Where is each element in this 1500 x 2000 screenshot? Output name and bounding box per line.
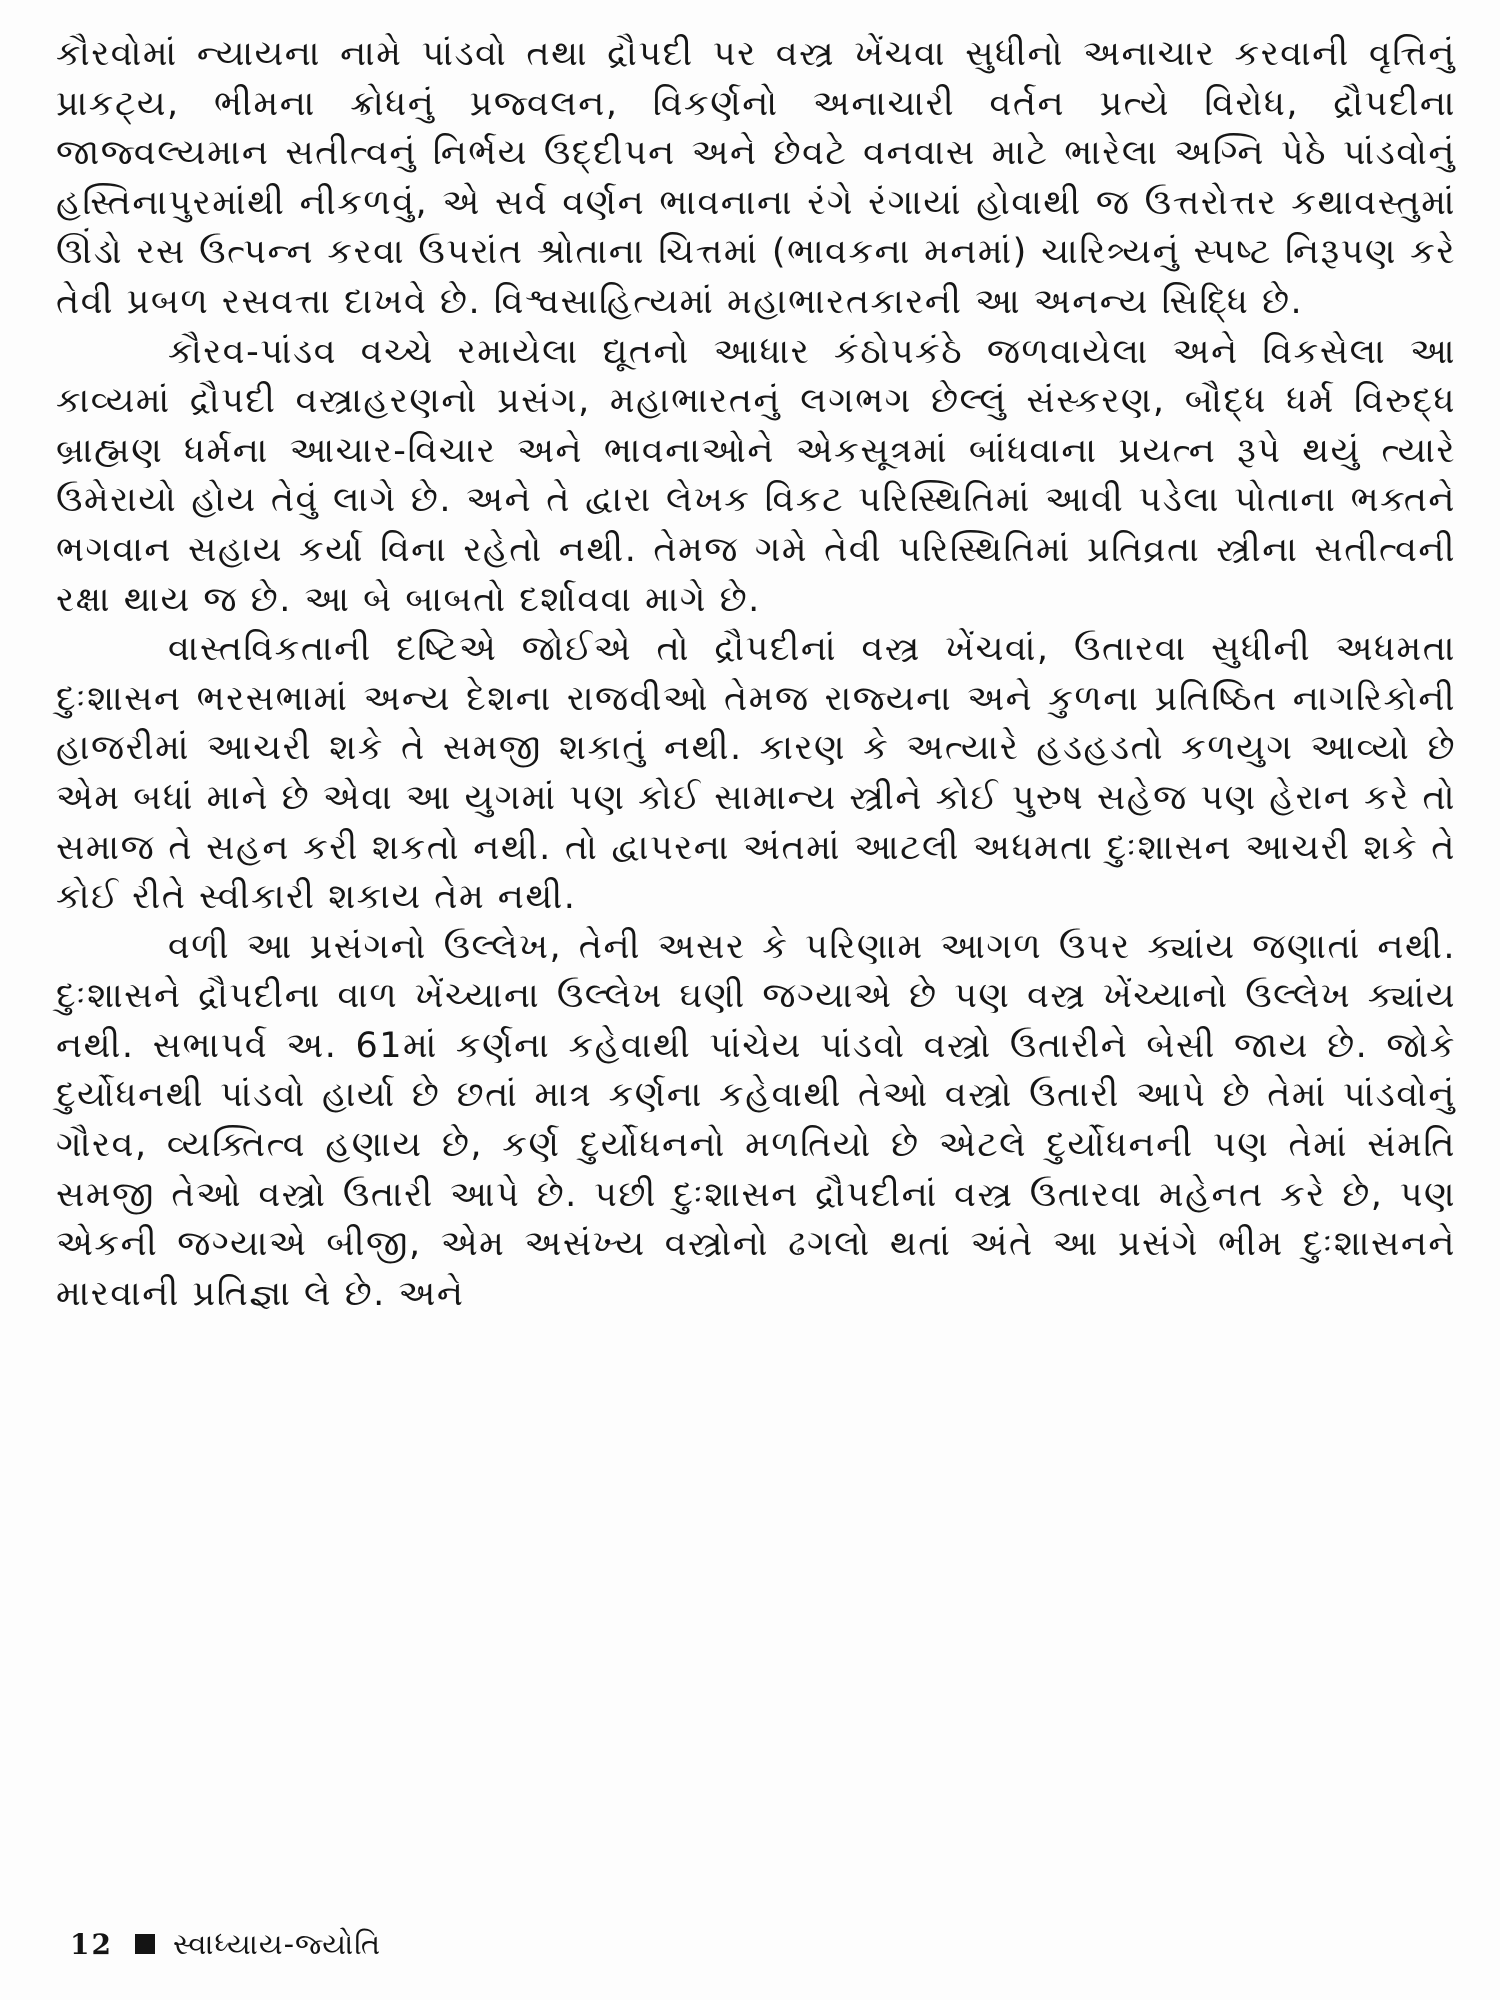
paragraph-4: વળી આ પ્રસંગનો ઉલ્લેખ, તેની અસર કે પરિણામ આગળ ઉપર ક્યાંય જણાતાં નથી. દુઃશાસને દ્રૌપદીના વાળ ખેંચ્યાના ઉલ્લેખ ઘણી જગ્યાએ છે પણ વસ્ત્ર ખેંચ્યાનો ઉલ્લેખ ક્યાંય નથી. સભાપર્વ અ. 61માં કર્ણના કહેવાથી પાંચેય પાંડવો વસ્ત્રો ઉતારીને બેસી જાય છે. જોકે દુર્યોધનથી પાંડવો હાર્યા છે છતાં માત્ર કર્ણના કહેવાથી તેઓ વસ્ત્રો ઉતારી આપે છે તેમાં પાંડવોનું ગૌરવ, વ્યક્તિત્વ હણાય છે, કર્ણ દુર્યોધનનો મળતિયો છે એટલે દુર્યોધનની પણ તેમાં સંમતિ સમજી તેઓ વસ્ત્રો ઉતારી આપે છે. પછી દુઃશાસન દ્રૌપદીનાં વસ્ત્ર ઉતારવા મહેનત કરે છે, પણ એકની જગ્યાએ બીજી, એમ અસંખ્ય વસ્ત્રોનો ઢગલો થતાં અંતે આ પ્રસંગે ભીમ દુઃશાસનને મારવાની પ્રતિજ્ઞા લે છે. અને	[56, 926, 1456, 1314]
page-footer	[70, 1924, 381, 1964]
paragraph-2: કૌરવ-પાંડવ વચ્ચે રમાયેલા દ્યૂતનો આધાર કંઠોપકંઠે જળવાયેલા અને વિકસેલા આ કાવ્યમાં દ્રૌપદી વસ્ત્રાહરણનો પ્રસંગ, મહાભારતનું લગભગ છેલ્લું સંસ્કરણ, બૌદ્ધ ધર્મ વિરુદ્ધ બ્રાહ્મણ ધર્મના આચાર-વિચાર અને ભાવનાઓને એકસૂત્રમાં બાંધવાના પ્રયત્ન રૂપે થયું ત્યારે ઉમેરાયો હોય તેવું લાગે છે. અને તે દ્વારા લેખક વિકટ પરિસ્થિતિમાં આવી પડેલા પોતાના ભક્તને ભગવાન સહાય કર્યા વિના રહેતો નથી. તેમજ ગમે તેવી પરિસ્થિતિમાં પ્રતિવ્રતા સ્ત્રીના સતીત્વની રક્ષા થાય જ છે. આ બે બાબતો દર્શાવવા માગે છે.	[56, 331, 1456, 620]
black-square-icon	[135, 1934, 155, 1954]
page-number: 12	[70, 1927, 113, 1961]
body-text	[56, 30, 1456, 1319]
paragraph-3: વાસ્તવિકતાની દષ્ટિએ જોઈએ તો દ્રૌપદીનાં વસ્ત્ર ખેંચવાં, ઉતારવા સુધીની અધમતા દુઃશાસન ભરસભામાં અન્ય દેશના રાજવીઓ તેમજ રાજ્યના અને કુળના પ્રતિષ્ઠિત નાગરિકોની હાજરીમાં આચરી શકે તે સમજી શકાતું નથી. કારણ કે અત્યારે હડહડતો કળયુગ આવ્યો છે એમ બધાં માને છે એવા આ યુગમાં પણ કોઈ સામાન્ય સ્ત્રીને કોઈ પુરુષ સહેજ પણ હેરાન કરે તો સમાજ તે સહન કરી શકતો નથી. તો દ્વાપરના અંતમાં આટલી અધમતા દુઃશાસન આચરી શકે તે કોઈ રીતે સ્વીકારી શકાય તેમ નથી.	[56, 629, 1456, 918]
publication-title: સ્વાધ્યાય-જ્યોતિ	[172, 1926, 382, 1961]
paragraph-1: કૌરવોમાં ન્યાયના નામે પાંડવો તથા દ્રૌપદી પર વસ્ત્ર ખેંચવા સુધીનો અનાચાર કરવાની વૃત્તિનું પ્રાકટ્ય, ભીમના ક્રોધનું પ્રજ્વલન, વિકર્ણનો અનાચારી વર્તન પ્રત્યે વિરોધ, દ્રૌપદીના જાજ્વલ્યમાન સતીત્વનું નિર્ભય ઉદ્દીપન અને છેવટે વનવાસ માટે ભારેલા અગ્નિ પેઠે પાંડવોનું હસ્તિનાપુરમાંથી નીકળવું, એ સર્વ વર્ણન ભાવનાના રંગે રંગાયાં હોવાથી જ ઉત્તરોત્તર કથાવસ્તુમાં ઊંડો રસ ઉત્પન્ન કરવા ઉપરાંત શ્રોતાના ચિત્તમાં (ભાવકના મનમાં) ચારિત્ર્યનું સ્પષ્ટ નિરૂપણ કરે તેવી પ્રબળ રસવત્તા દાખવે છે. વિશ્વસાહિત્યમાં મહાભારતકારની આ અનન્ય સિદ્ધિ છે.	[56, 34, 1456, 322]
